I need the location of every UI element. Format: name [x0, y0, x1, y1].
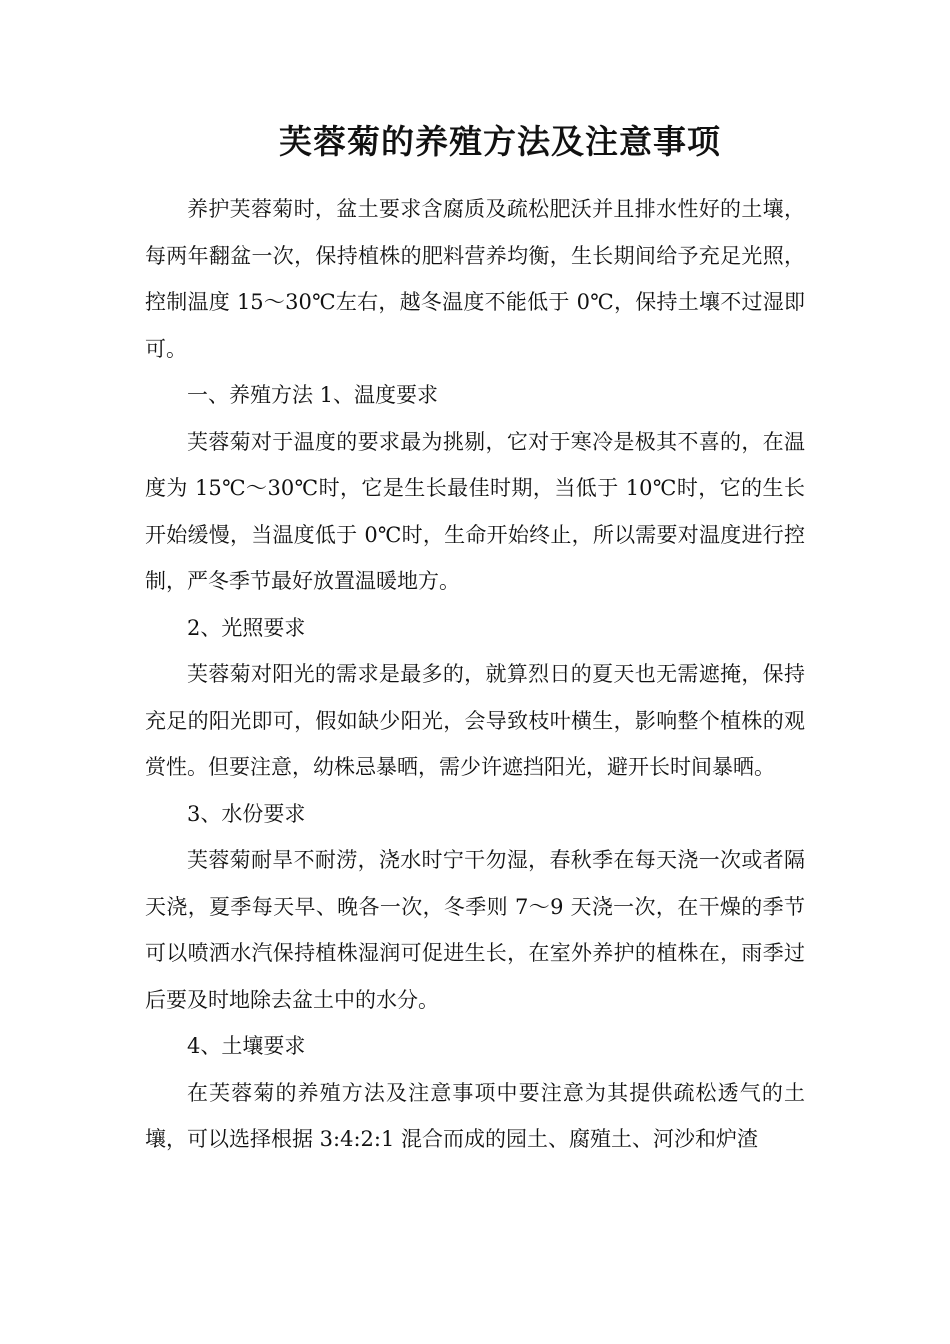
section-heading-water: 3、水份要求 [187, 801, 306, 826]
light-paragraph: 芙蓉菊对阳光的需求是最多的，就算烈日的夏天也无需遮掩，保持充足的阳光即可，假如缺少阳光，会导致枝叶横生，影响整个植株的观赏性。但要注意，幼株忌暴晒，需少许遮挡阳光，避开长时间暴晒。 [145, 662, 805, 779]
water-paragraph: 芙蓉菊耐旱不耐涝，浇水时宁干勿湿，春秋季在每天浇一次或者隔天浇，夏季每天早、晚各一次，冬季则 7～9 天浇一次，在干燥的季节可以喷洒水汽保持植株湿润可促进生长，在室外养护的植株在，雨季过后要及时地除去盆土中的水分。 [145, 848, 805, 1012]
section-heading-light: 2、光照要求 [187, 615, 306, 640]
intro-paragraph: 养护芙蓉菊时，盆土要求含腐质及疏松肥沃并且排水性好的土壤，每两年翻盆一次，保持植株的肥料营养均衡，生长期间给予充足光照，控制温度 15～30℃左右，越冬温度不能低于 0℃，保持土壤不过湿即可。 [145, 197, 805, 361]
document-title: 芙蓉菊的养殖方法及注意事项 [279, 122, 721, 161]
document-page [145, 100, 805, 1163]
section-heading-soil: 4、土壤要求 [187, 1034, 306, 1058]
soil-paragraph: 在芙蓉菊的养殖方法及注意事项中要注意为其提供疏松透气的土壤，可以选择根据 3:4:2:1 混合而成的园土、腐殖土、河沙和炉渣 [145, 1080, 805, 1151]
temperature-paragraph: 芙蓉菊对于温度的要求最为挑剔，它对于寒冷是极其不喜的，在温度为 15℃～30℃时，它是生长最佳时期，当低于 10℃时，它的生长开始缓慢，当温度低于 0℃时，生命开始终止，所以需要对温度进行控制，严冬季节最好放置温暖地方。 [145, 429, 805, 593]
section-heading-temperature: 一、养殖方法 1、温度要求 [187, 383, 439, 407]
